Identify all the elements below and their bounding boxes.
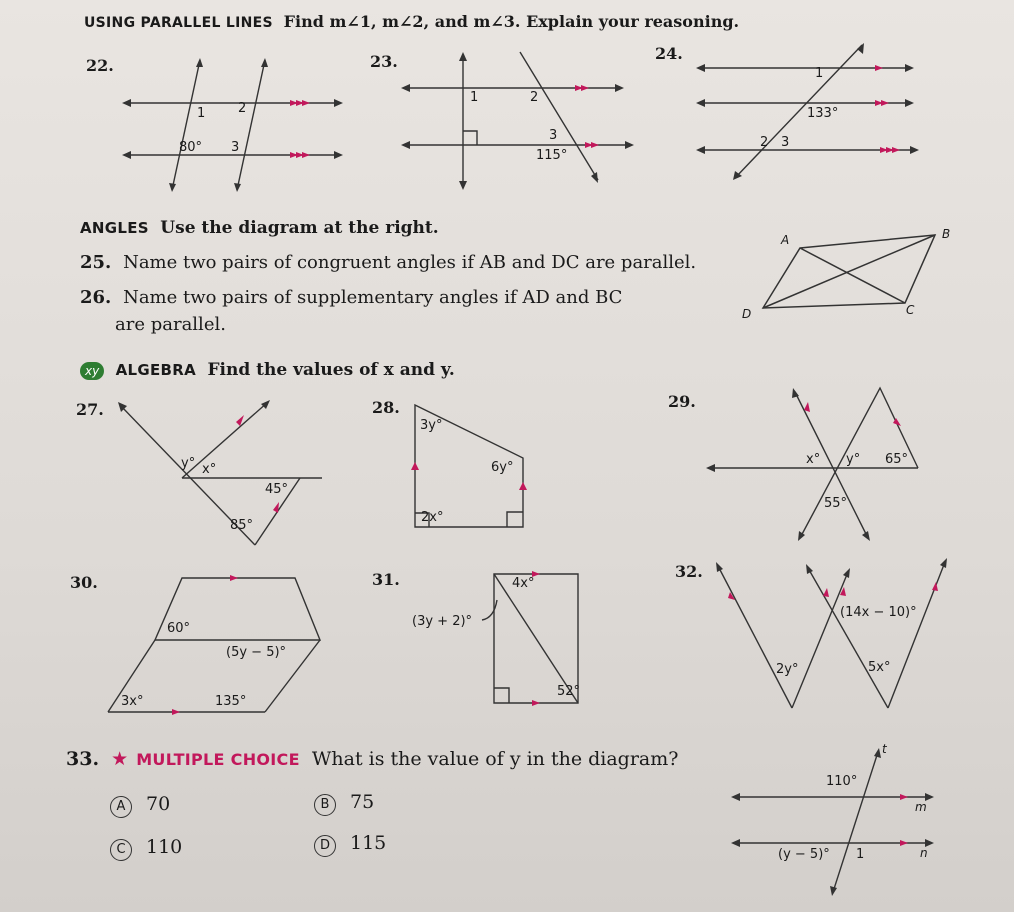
star-icon: ★: [111, 748, 129, 770]
vertex-d: D: [742, 307, 752, 321]
problem-22-number: 22.: [86, 56, 114, 75]
choice-a-value: 70: [146, 793, 171, 815]
p23-angle-1: 1: [470, 90, 479, 105]
p24-angle-133: 133°: [807, 106, 839, 121]
question-33-number: 33.: [66, 748, 100, 770]
p30-135: 135°: [215, 694, 247, 709]
p23-angle-2: 2: [530, 90, 539, 105]
p31-52: 52°: [557, 684, 581, 699]
p28-2x: 2x°: [421, 510, 444, 525]
p27-x: x°: [202, 462, 217, 477]
p22-angle-1: 1: [197, 106, 206, 121]
p23-angle-3: 3: [549, 128, 558, 143]
p24-angle-3: 3: [781, 135, 790, 150]
p32-5x: 5x°: [868, 660, 891, 675]
choice-b-letter: B: [314, 794, 336, 816]
parallel-lines-instruction: Find m∠1, m∠2, and m∠3. Explain your reasoning.: [283, 12, 740, 31]
p29-65: 65°: [885, 452, 909, 467]
problem-24-number: 24.: [655, 44, 683, 63]
choice-b-value: 75: [350, 791, 375, 813]
q33-expr: (y − 5)°: [778, 847, 830, 862]
p30-expr: (5y − 5)°: [226, 645, 287, 660]
question-25-text: Name two pairs of congruent angles if AB and DC are parallel.: [123, 252, 697, 273]
p29-x: x°: [806, 452, 821, 467]
parallel-lines-heading: USING PARALLEL LINES: [84, 15, 273, 31]
p31-4x: 4x°: [512, 576, 535, 591]
multiple-choice-heading: MULTIPLE CHOICE: [136, 750, 300, 769]
problem-27-number: 27.: [76, 400, 104, 419]
algebra-xy-badge: xy: [80, 362, 104, 380]
vertex-b: B: [942, 227, 951, 241]
p22-angle-2: 2: [238, 101, 247, 116]
choice-c-value: 110: [146, 836, 183, 858]
p27-45: 45°: [265, 482, 289, 497]
choice-a-letter: A: [110, 796, 132, 818]
p30-3x: 3x°: [121, 694, 144, 709]
line-t-label: t: [882, 742, 887, 756]
p29-55: 55°: [824, 496, 848, 511]
line-m-label: m: [915, 800, 927, 814]
p27-y: y°: [181, 456, 196, 471]
question-26-text: Name two pairs of supplementary angles if AD and BC: [123, 287, 623, 308]
p32-expr: (14x − 10)°: [840, 605, 917, 620]
p22-angle-80: 80°: [179, 140, 203, 155]
angles-instruction: Use the diagram at the right.: [160, 218, 439, 238]
problem-30-number: 30.: [70, 573, 98, 592]
angles-heading: ANGLES: [80, 219, 149, 237]
p28-3y: 3y°: [420, 418, 443, 433]
problem-32-number: 32.: [675, 562, 703, 581]
choice-c-letter: C: [110, 839, 132, 861]
question-26-number: 26.: [80, 287, 112, 308]
p23-angle-115: 115°: [536, 148, 568, 163]
problem-31-number: 31.: [372, 570, 400, 589]
algebra-instruction: Find the values of x and y.: [207, 360, 455, 380]
p28-6y: 6y°: [491, 460, 514, 475]
problem-29-number: 29.: [668, 392, 696, 411]
q33-angle-1: 1: [856, 847, 865, 862]
problem-23-number: 23.: [370, 52, 398, 71]
p24-angle-1: 1: [815, 66, 824, 81]
p32-2y: 2y°: [776, 662, 799, 677]
vertex-c: C: [906, 303, 915, 317]
choice-d-value: 115: [350, 832, 387, 854]
question-25-number: 25.: [80, 252, 112, 273]
vertex-a: A: [781, 233, 790, 247]
p30-60: 60°: [167, 621, 191, 636]
p22-angle-3: 3: [231, 140, 240, 155]
q33-110: 110°: [826, 774, 858, 789]
p27-85: 85°: [230, 518, 254, 533]
choice-d-letter: D: [314, 835, 336, 857]
p24-angle-2: 2: [760, 135, 769, 150]
algebra-heading: ALGEBRA: [115, 361, 197, 379]
question-26-text-cont: are parallel.: [115, 314, 226, 335]
line-n-label: n: [920, 846, 928, 860]
p31-expr: (3y + 2)°: [412, 614, 473, 629]
p29-y: y°: [846, 452, 861, 467]
problem-28-number: 28.: [372, 398, 400, 417]
question-33-text: What is the value of y in the diagram?: [311, 748, 679, 770]
